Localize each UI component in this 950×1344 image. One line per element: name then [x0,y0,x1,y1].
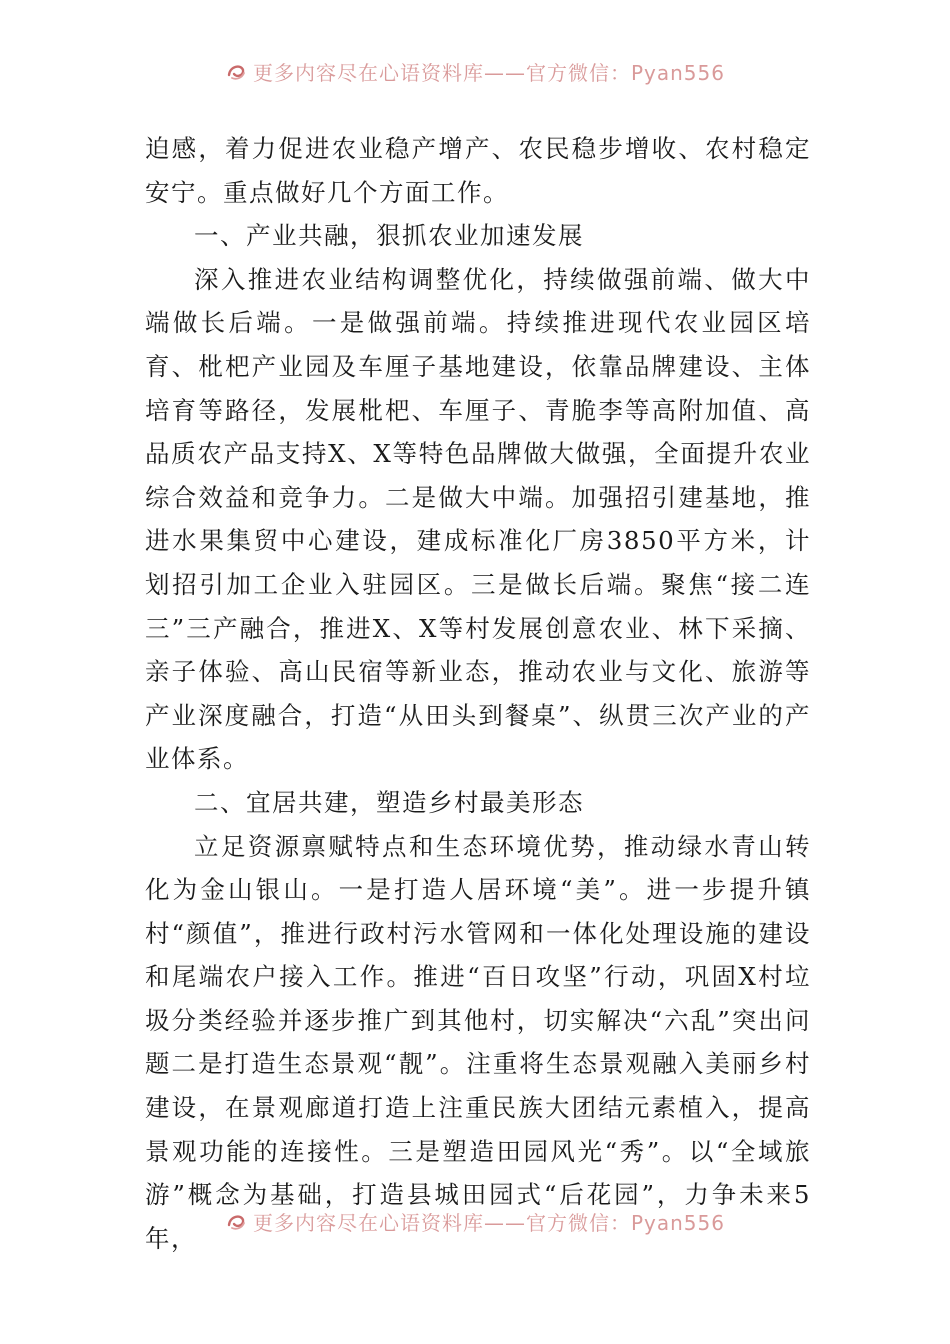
section-heading-1: 一、产业共融，狠抓农业加速发展 [194,221,584,251]
paragraph-industry: 深入推进农业结构调整优化，持续做强前端、做大中端做长后端。一是做强前端。持续推进现代农业园区培育、枇杷产业园及车厘子基地建设，依靠品牌建设、主体培育等路径，发展枇杷、车厘子、青脆李等高附加值、高品质农产品支持X、X等特色品牌做大做强，全面提升农业综合效益和竞争力。二是做大中端。加强招引建基地，推进水果集贸中心建设，建成标准化厂房3850平方米，计划招引加工企业入驻园区。三是做长后端。聚焦“接二连三”三产融合，推进X、X等村发展创意农业、林下采摘、亲子体验、高山民宿等新业态，推动农业与文化、旅游等产业深度融合，打造“从田头到餐桌”、纵贯三次产业的产业体系。 [145,264,811,774]
section-heading-2: 二、宜居共建，塑造乡村最美形态 [194,787,584,817]
footer-watermark [0,1206,950,1236]
swirl-logo-icon [225,60,247,82]
document-body [145,127,811,1260]
watermark-text: 更多内容尽在心语资料库——官方微信：Pyan556 [252,60,725,85]
paragraph-continued: 迫感，着力促进农业稳产增产、农民稳步增收、农村稳定安宁。重点做好几个方面工作。 [145,134,811,207]
header-watermark [0,56,950,86]
paragraph-livable: 立足资源禀赋特点和生态环境优势，推动绿水青山转化为金山银山。一是打造人居环境“美”。进一步提升镇村“颜值”，推进行政村污水管网和一体化处理设施的建设和尾端农户接入工作。推进“百日攻坚”行动，巩固X村垃圾分类经验并逐步推广到其他村，切实解决“六乱”突出问题二是打造生态景观“靓”。注重将生态景观融入美丽乡村建设，在景观廊道打造上注重民族大团结元素植入，提高景观功能的连接性。三是塑造田园风光“秀”。以“全域旅游”概念为基础，打造县城田园式“后花园”，力争未来5年， [145,831,811,1253]
watermark-text: 更多内容尽在心语资料库——官方微信：Pyan556 [252,1210,725,1235]
swirl-logo-icon [225,1210,247,1232]
